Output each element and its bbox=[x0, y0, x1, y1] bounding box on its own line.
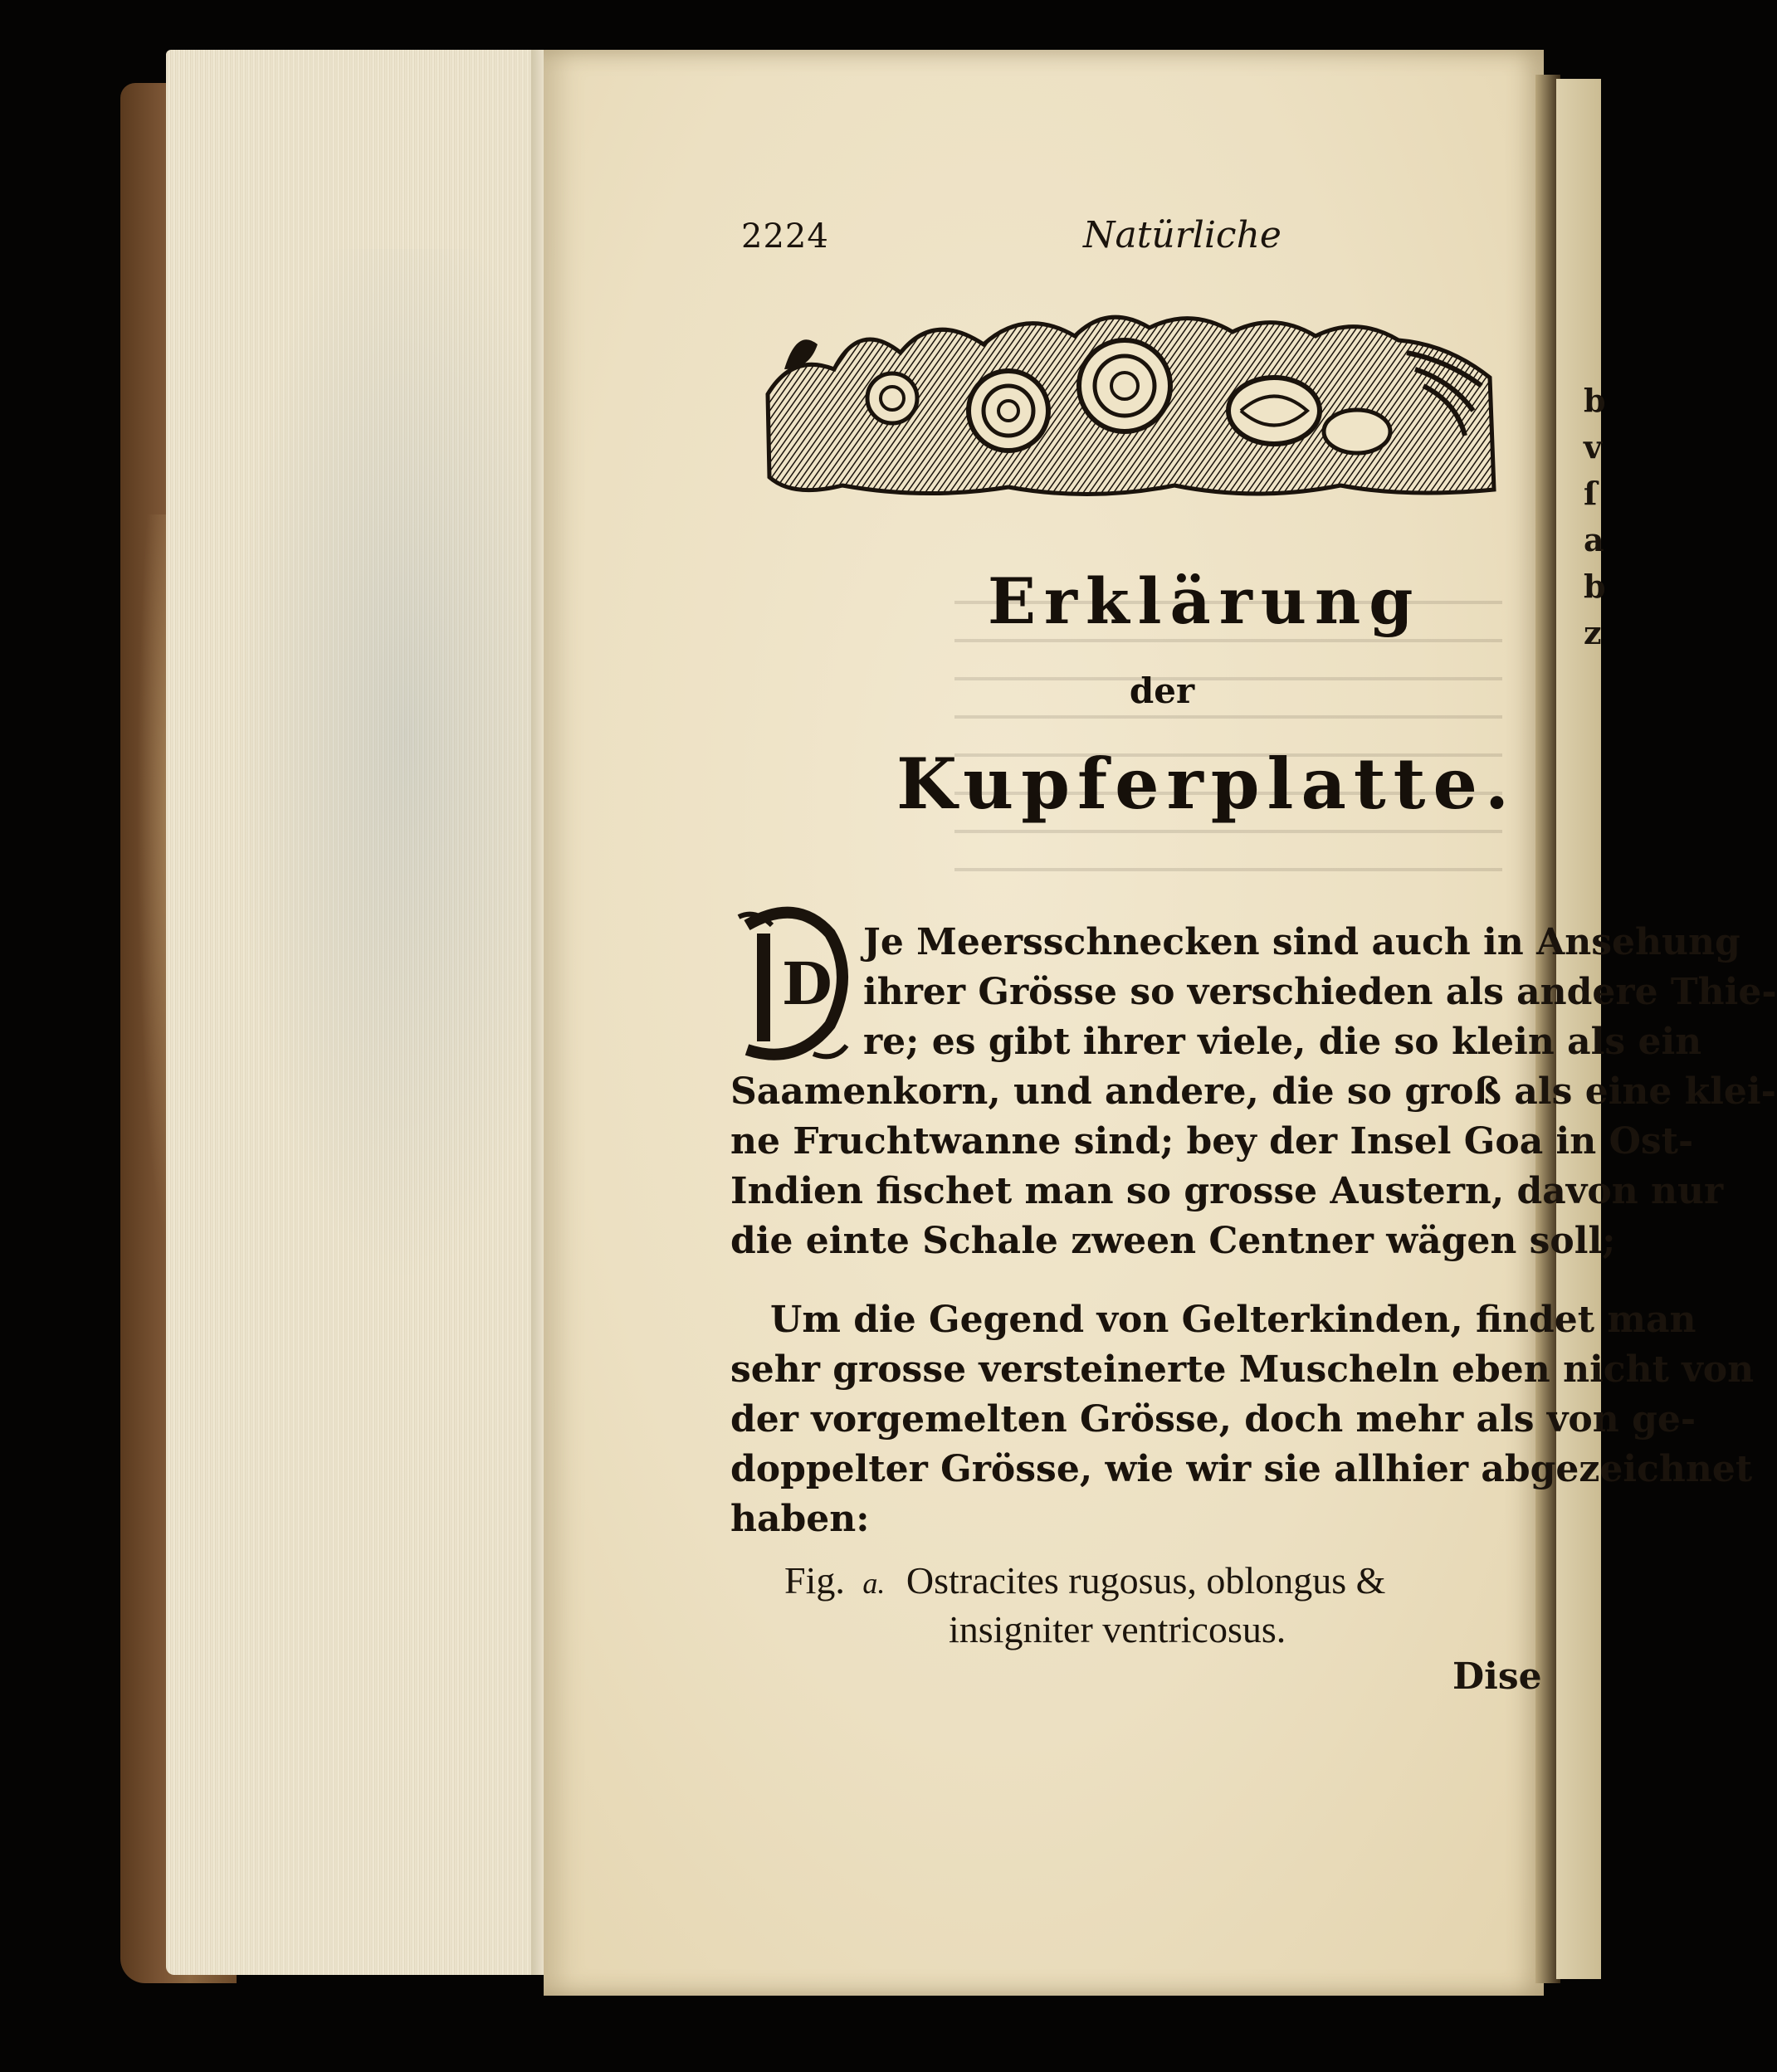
title-line-1: Erklärung bbox=[988, 564, 1422, 638]
drop-cap-icon bbox=[730, 900, 855, 1066]
figure-label: Fig. bbox=[784, 1559, 845, 1602]
text-line: Saamenkorn, und andere, die so groß als eine klei- bbox=[730, 1070, 1776, 1113]
page-block-stain bbox=[216, 249, 531, 1328]
text-line: doppelter Grösse, wie wir sie allhier abgezeichnet bbox=[730, 1448, 1753, 1490]
facing-page-fragments: b v ſ a b z bbox=[1584, 382, 1606, 651]
text-line: haben: bbox=[730, 1498, 870, 1540]
text-line: Indien fischet man so grosse Austern, davon nur bbox=[730, 1170, 1724, 1212]
text-line: die einte Schale zween Centner wägen soll; bbox=[730, 1220, 1616, 1262]
ornamental-headpiece-icon bbox=[759, 303, 1502, 506]
show-through-text bbox=[954, 597, 1502, 871]
title-line-2: der bbox=[1129, 670, 1195, 711]
text-line: Je Meersschnecken sind auch in Ansehung bbox=[863, 921, 1740, 963]
text-line: ihrer Grösse so verschieden als andere Thie- bbox=[863, 971, 1777, 1013]
running-title: Natürliche bbox=[1083, 214, 1281, 256]
figure-description-line-2: insigniter ventricosus. bbox=[949, 1608, 1286, 1650]
text-line: der vorgemelten Grösse, doch mehr als von ge- bbox=[730, 1398, 1696, 1441]
text-line: Um die Gegend von Gelterkinden, findet man bbox=[770, 1299, 1696, 1341]
text-line: sehr grosse versteinerte Muscheln eben nicht von bbox=[730, 1348, 1755, 1391]
page-number: 2224 bbox=[741, 217, 829, 256]
text-line: re; es gibt ihrer viele, die so klein als ein bbox=[863, 1021, 1702, 1063]
title-line-3: Kupferplatte. bbox=[896, 743, 1517, 825]
drop-cap-letter: D bbox=[782, 949, 832, 1018]
figure-letter: a. bbox=[862, 1567, 886, 1600]
catchword: Dise bbox=[1452, 1655, 1542, 1698]
text-line: ne Fruchtwanne sind; bey der Insel Goa in Ost- bbox=[730, 1120, 1694, 1163]
figure-caption bbox=[784, 1558, 1385, 1602]
figure-description-line-1: Ostracites rugosus, oblongus & bbox=[906, 1559, 1386, 1602]
